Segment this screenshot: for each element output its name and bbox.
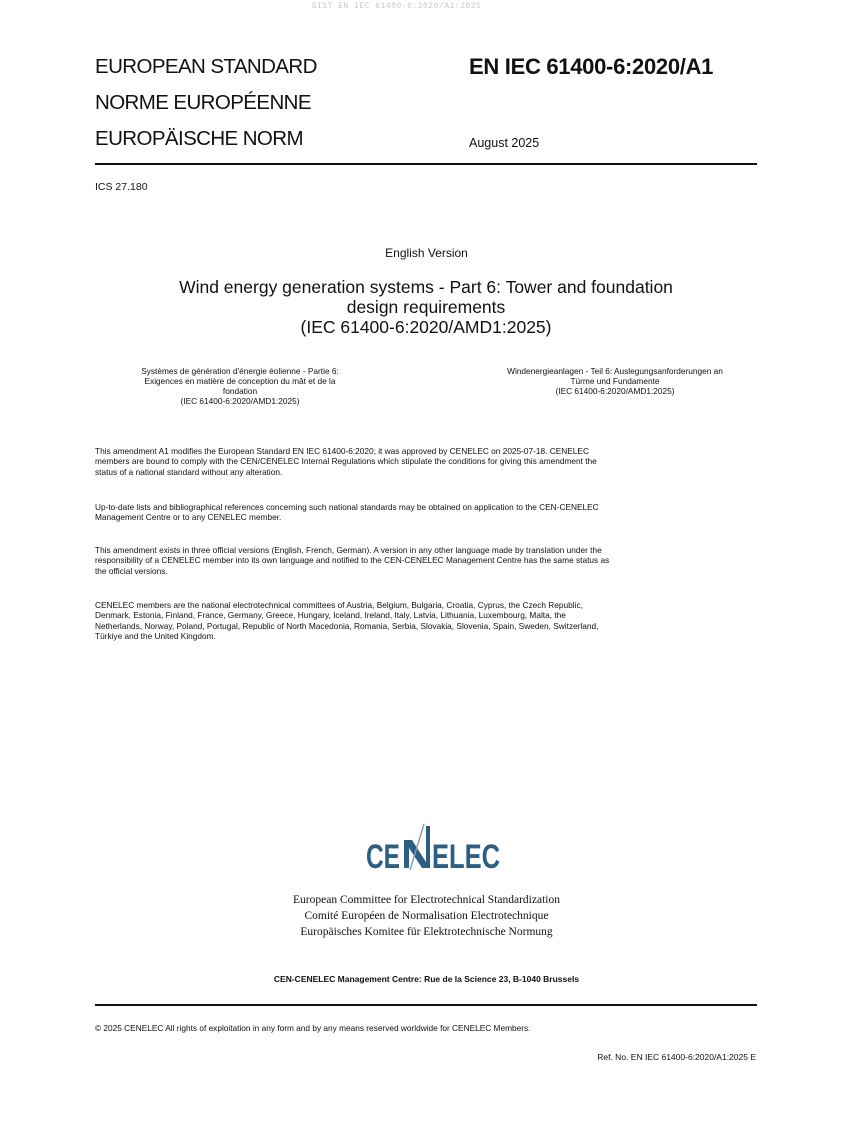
- paragraph-line: This amendment A1 modifies the European Standard EN IEC 61400-6:2020; it was approved by CENELEC on 2025-07-18. CENELEC: [95, 446, 589, 456]
- paragraph-line: Netherlands, Norway, Poland, Portugal, Republic of North Macedonia, Romania, Serbia, Slovakia, Slovenia, Spain, Sweden, Switzerland,: [95, 620, 599, 631]
- german-title-line: Türme und Fundamente: [570, 376, 660, 386]
- cenelec-logo: [366, 822, 506, 876]
- standard-name-de: EUROPÄISCHE NORM: [95, 127, 303, 150]
- paragraph-line: This amendment exists in three official versions (English, French, German). A version in any other language made by translation under the: [95, 545, 602, 555]
- logo-text-right: ELEC: [432, 838, 500, 876]
- french-title-line: Exigences en matière de conception du mât et de la: [144, 376, 336, 386]
- paragraph-line: Management Centre or to any CENELEC member.: [95, 512, 282, 523]
- header-divider: [95, 163, 757, 165]
- standard-name-fr: NORME EUROPÉENNE: [95, 91, 311, 114]
- management-centre-address: CEN-CENELEC Management Centre: Rue de la Science 23, B-1040 Brussels: [273, 974, 580, 984]
- committee-name-en: European Committee for Electrotechnical Standardization: [293, 894, 560, 906]
- ics-code: ICS 27.180: [95, 181, 148, 193]
- german-title-line: Windenergieanlagen - Teil 6: Auslegungsanforderungen an: [507, 366, 723, 376]
- french-title-line: (IEC 61400-6:2020/AMD1:2025): [180, 396, 300, 406]
- german-title-line: (IEC 61400-6:2020/AMD1:2025): [555, 386, 675, 396]
- logo-text-left: CE: [366, 838, 400, 876]
- paragraph-line: Denmark, Estonia, Finland, France, Germany, Greece, Hungary, Iceland, Ireland, Italy, Latvia, Lithuania, Luxembourg, Malta, the: [95, 610, 566, 621]
- standard-code: EN IEC 61400-6:2020/A1: [469, 54, 714, 79]
- members-paragraph: [95, 600, 760, 642]
- french-title: [95, 366, 385, 406]
- references-paragraph: [95, 502, 760, 523]
- paragraph-line: responsibility of a CENELEC member into its own language and notified to the CEN-CENELEC Management Centre has the same status as: [95, 555, 610, 566]
- title-line: design requirements: [346, 297, 506, 317]
- paragraph-line: Up-to-date lists and bibliographical references concerning such national standards may be obtained on application to the CEN-CENELEC: [95, 502, 599, 512]
- title-line: Wind energy generation systems - Part 6: Tower and foundation: [179, 277, 673, 297]
- french-title-line: fondation: [222, 386, 258, 396]
- committee-names: [0, 892, 853, 940]
- title-line: (IEC 61400-6:2020/AMD1:2025): [300, 317, 552, 337]
- paragraph-line: status of a national standard without any alteration.: [95, 466, 283, 477]
- watermark: SIST EN IEC 61400-6:2020/A1:2025: [311, 2, 482, 11]
- paragraph-line: CENELEC members are the national electrotechnical committees of Austria, Belgium, Bulgaria, Croatia, Cyprus, the Czech Republic,: [95, 600, 583, 610]
- footer-divider: [95, 1004, 757, 1006]
- publication-date: August 2025: [469, 136, 540, 150]
- standard-name-en: EUROPEAN STANDARD: [95, 55, 317, 78]
- language-version: English Version: [385, 246, 468, 260]
- french-title-line: Systèmes de génération d'énergie éolienne - Partie 6:: [141, 366, 339, 376]
- paragraph-line: the official versions.: [95, 565, 168, 576]
- committee-name-de: Europäisches Komitee für Elektrotechnische Normung: [300, 926, 553, 938]
- approval-paragraph: [95, 446, 760, 477]
- german-title: [470, 366, 760, 396]
- paragraph-line: members are bound to comply with the CEN/CENELEC Internal Regulations which stipulate the conditions for giving this amendment the: [95, 456, 597, 467]
- reference-number: Ref. No. EN IEC 61400-6:2020/A1:2025 E: [597, 1052, 756, 1062]
- copyright-notice: © 2025 CENELEC All rights of exploitation in any form and by any means reserved worldwide for CENELEC Members.: [95, 1023, 531, 1033]
- document-title: [140, 277, 712, 337]
- committee-name-fr: Comité Européen de Normalisation Electrotechnique: [304, 910, 549, 922]
- versions-paragraph: [95, 545, 760, 576]
- paragraph-line: Türkiye and the United Kingdom.: [95, 631, 216, 642]
